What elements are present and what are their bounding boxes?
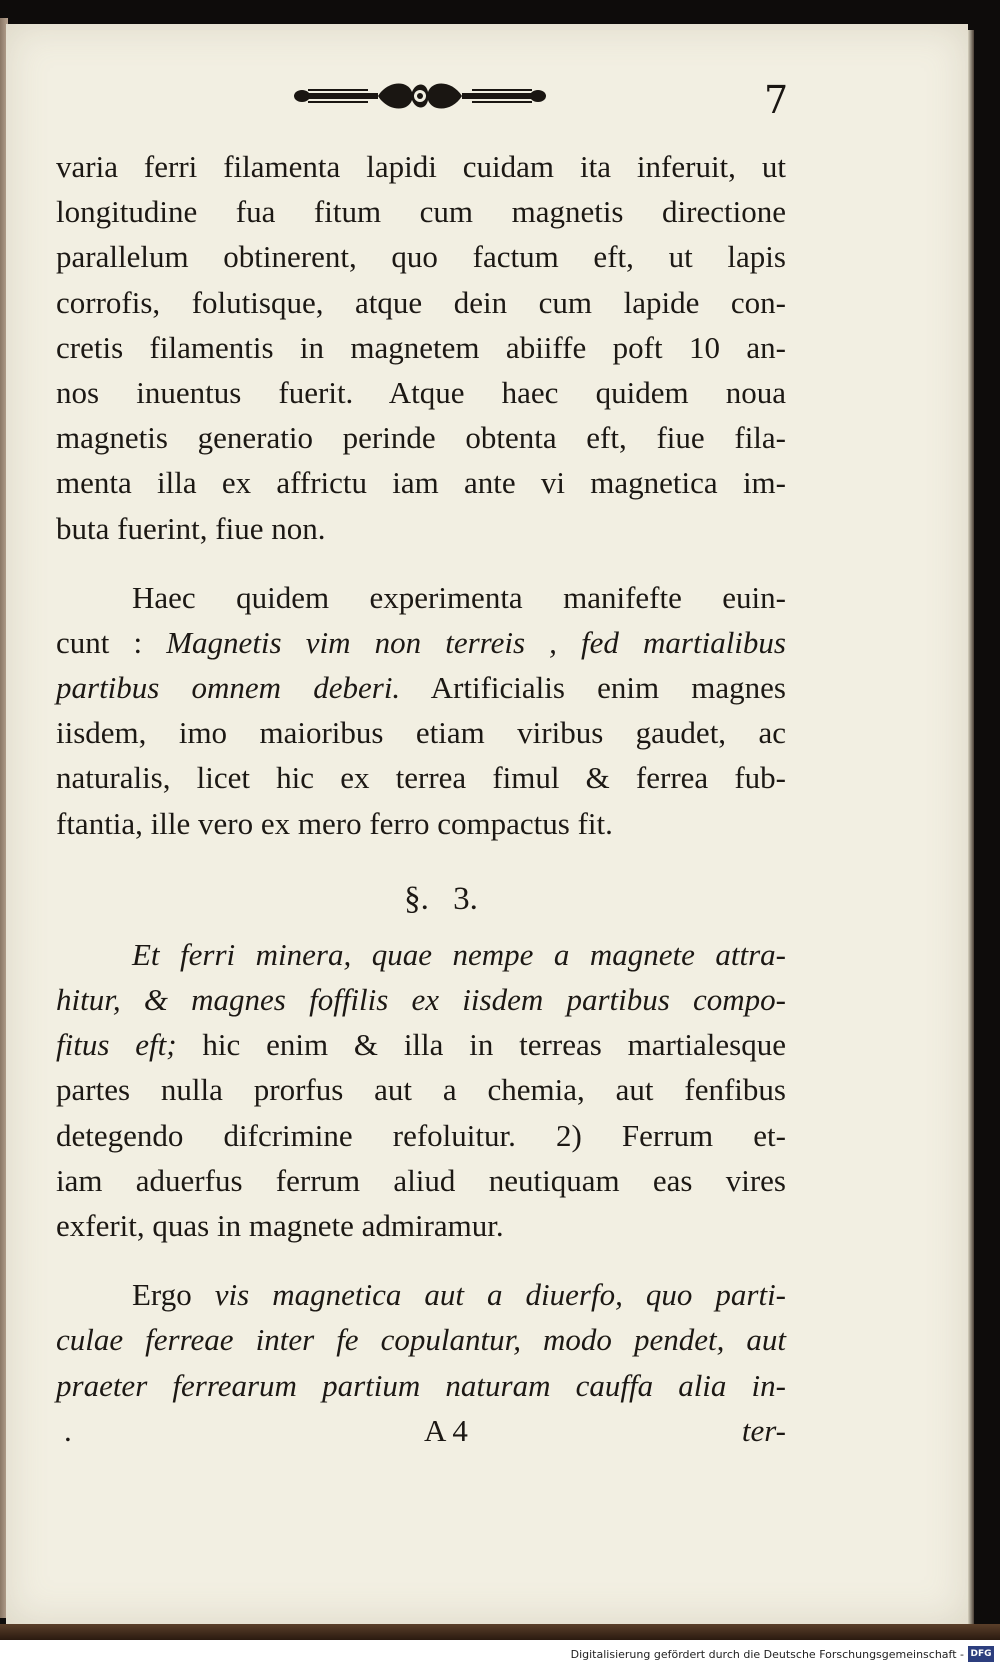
catchword: ter-	[741, 1412, 786, 1448]
header-ornament-icon	[290, 76, 550, 116]
page-number: 7	[764, 78, 789, 122]
text-line: ftantia, ille vero ex mero ferro compactus fit.	[56, 805, 613, 841]
text-line: Et ferri minera, quae nempe a magnete attra-	[132, 936, 786, 972]
text-line: Haec quidem experimenta manifefte euin-	[132, 579, 786, 615]
paragraph-1	[56, 144, 786, 551]
text-run: hic enim & illa in terreas martialesque	[202, 1027, 786, 1063]
text-line: longitudine fua fitum cum magnetis directione	[56, 194, 786, 230]
text-line: parallelum obtinerent, quo factum eft, ut lapis	[56, 239, 786, 275]
section-symbol: §.	[404, 880, 429, 917]
italic-thesis: vis magnetica aut a diuerfo, quo parti-	[214, 1277, 787, 1313]
footer-bar	[0, 1640, 1000, 1668]
text-line	[56, 1022, 786, 1067]
text-line: praeter ferrearum partium naturam cauffa alia in-	[56, 1367, 786, 1403]
paragraph-gap	[56, 1248, 786, 1272]
body-text	[56, 144, 786, 1453]
paragraph-gap	[56, 551, 786, 575]
text-line: cretis filamentis in magnetem abiiffe poft 10 an-	[56, 329, 786, 365]
text-run: Ergo	[132, 1277, 192, 1313]
text-line: naturalis, licet hic ex terrea fimul & ferrea fub-	[56, 760, 786, 796]
text-line: exferit, quas in magnete admiramur.	[56, 1207, 504, 1243]
text-run: Artificialis enim magnes	[430, 670, 786, 706]
page-fore-edge	[968, 30, 974, 1624]
italic-thesis: partibus omnem deberi.	[56, 670, 401, 706]
book-cover-edge	[0, 1624, 1000, 1640]
text-line	[56, 1272, 786, 1317]
paragraph-3	[56, 932, 786, 1248]
signature-line	[56, 1408, 786, 1453]
paragraph-4	[56, 1272, 786, 1408]
text-line	[56, 620, 786, 665]
text-line: hitur, & magnes foffilis ex iisdem partibus compo-	[56, 982, 786, 1017]
italic-thesis: Magnetis vim non terreis , fed martialibus	[166, 624, 786, 660]
text-line: buta fuerint, fiue non.	[56, 510, 326, 546]
dfg-logo-icon: DFG	[968, 1646, 994, 1662]
text-line: varia ferri filamenta lapidi cuidam ita inferuit, ut	[56, 149, 786, 184]
text-line	[56, 665, 786, 710]
text-line: magnetis generatio perinde obtenta eft, fiue fila-	[56, 420, 786, 456]
section-number: 3.	[453, 880, 478, 917]
margin-dot: .	[64, 1412, 72, 1448]
text-line: detegendo difcrimine refoluitur. 2) Ferrum et-	[56, 1117, 786, 1153]
text-line: nos inuentus fuerit. Atque haec quidem noua	[56, 374, 786, 410]
text-line: partes nulla prorfus aut a chemia, aut fenfibus	[56, 1072, 786, 1108]
text-line: corrofis, folutisque, atque dein cum lapide con-	[56, 284, 786, 320]
signature-mark: A 4	[424, 1412, 468, 1448]
text-line: iisdem, imo maioribus etiam viribus gaudet, ac	[56, 715, 786, 751]
paragraph-2	[56, 575, 786, 846]
text-line: menta illa ex affrictu iam ante vi magnetica im-	[56, 465, 786, 501]
section-gap	[56, 846, 786, 866]
text-line: culae ferreae inter fe copulantur, modo pendet, aut	[56, 1322, 786, 1358]
section-heading	[56, 866, 786, 932]
funding-credit: Digitalisierung gefördert durch die Deutsche Forschungsgemeinschaft -	[570, 1648, 964, 1661]
italic-thesis: fitus eft;	[56, 1027, 177, 1063]
text-run: cunt :	[56, 624, 143, 660]
text-line: iam aduerfus ferrum aliud neutiquam eas vires	[56, 1162, 786, 1198]
